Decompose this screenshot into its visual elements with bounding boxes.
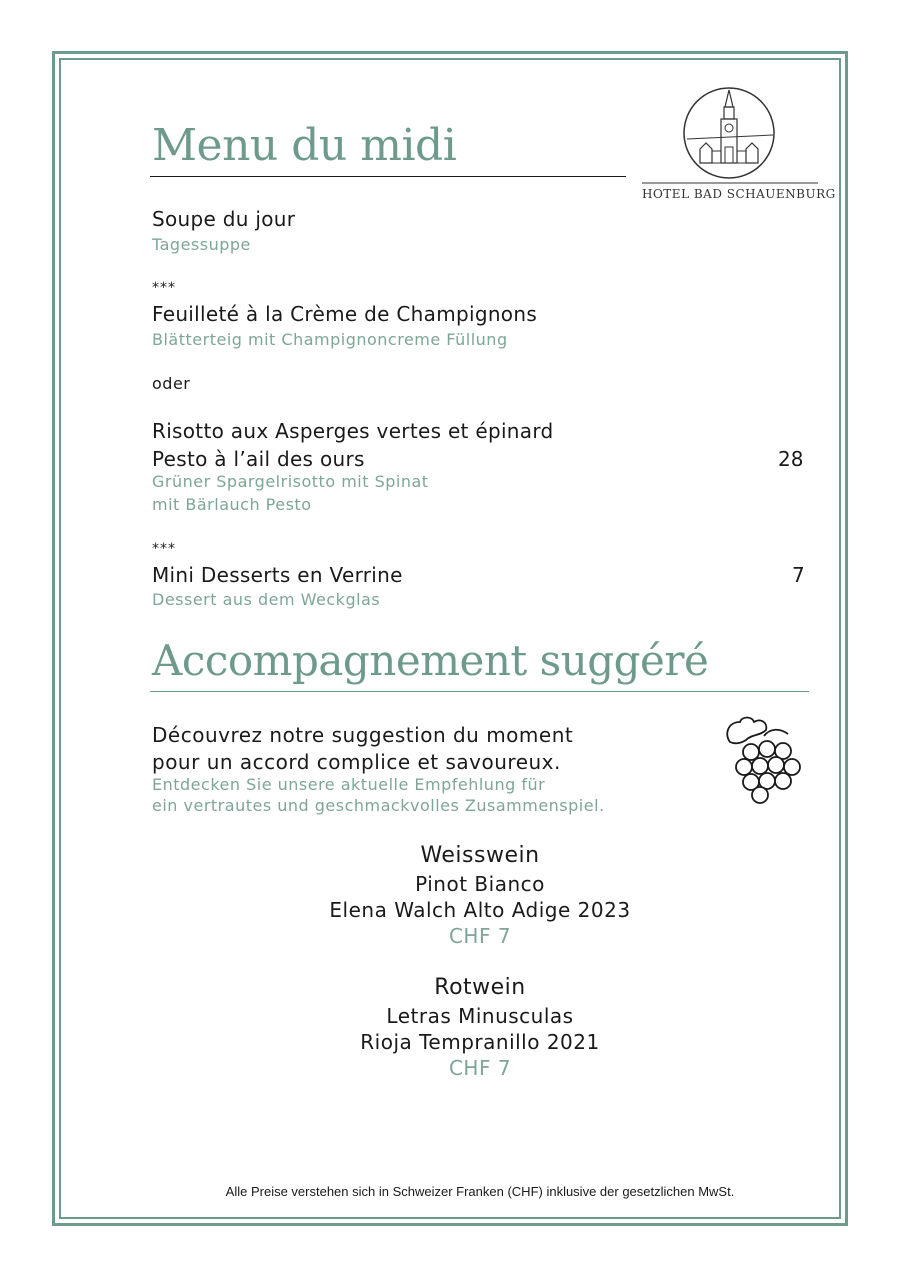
wine-producer: Elena Walch Alto Adige 2023 xyxy=(329,898,631,922)
pairing-intro-sub-line1: Entdecken Sie unsere aktuelle Empfehlung für xyxy=(152,775,546,794)
dessert-translation: Dessert aus dem Weckglas xyxy=(152,590,381,609)
dessert-price: 7 xyxy=(792,563,805,587)
main-translation-line1: Grüner Spargelrisotto mit Spinat xyxy=(152,472,429,491)
soup-translation: Tagessuppe xyxy=(152,235,251,254)
starter-translation: Blätterteig mit Champignoncreme Füllung xyxy=(152,330,508,349)
main-name-line2: Pesto à l’ail des ours xyxy=(152,447,365,471)
separator: *** xyxy=(152,280,176,296)
pairing-intro-sub-line2: ein vertrautes und geschmackvolles Zusammenspiel. xyxy=(152,796,605,815)
wine-white xyxy=(0,843,900,948)
or-label: oder xyxy=(152,374,191,393)
separator: *** xyxy=(152,541,176,557)
wine-price: CHF 7 xyxy=(448,1056,512,1080)
main-name-line1: Risotto aux Asperges vertes et épinard xyxy=(152,419,554,443)
footer-note: Alle Preise verstehen sich in Schweizer Franken (CHF) inklusive der gesetzlichen MwSt. xyxy=(225,1184,735,1199)
pairing-title-rule xyxy=(150,691,809,692)
pairing-title: Accompagnement suggéré xyxy=(152,636,709,685)
wine-name: Letras Minusculas xyxy=(386,1004,574,1028)
menu-title: Menu du midi xyxy=(152,120,457,171)
dessert-name: Mini Desserts en Verrine xyxy=(152,563,403,587)
wine-producer: Rioja Tempranillo 2021 xyxy=(360,1030,600,1054)
wine-type: Weisswein xyxy=(420,843,540,868)
hotel-clocktower-logo-icon xyxy=(640,85,820,185)
wine-name: Pinot Bianco xyxy=(415,872,545,896)
wine-red xyxy=(0,975,900,1080)
grapes-icon xyxy=(720,714,810,806)
wine-price: CHF 7 xyxy=(448,924,512,948)
main-price: 28 xyxy=(778,447,804,471)
pairing-intro-line2: pour un accord complice et savoureux. xyxy=(152,750,561,774)
main-translation-line2: mit Bärlauch Pesto xyxy=(152,495,312,514)
pairing-intro-line1: Découvrez notre suggestion du moment xyxy=(152,723,574,747)
wine-type: Rotwein xyxy=(434,975,526,1000)
hotel-logo xyxy=(640,85,836,205)
soup-name: Soupe du jour xyxy=(152,207,296,231)
menu-title-rule xyxy=(150,176,626,177)
starter-name: Feuilleté à la Crème de Champignons xyxy=(152,302,538,326)
logo-text: HOTEL BAD SCHAUENBURG xyxy=(642,187,836,201)
